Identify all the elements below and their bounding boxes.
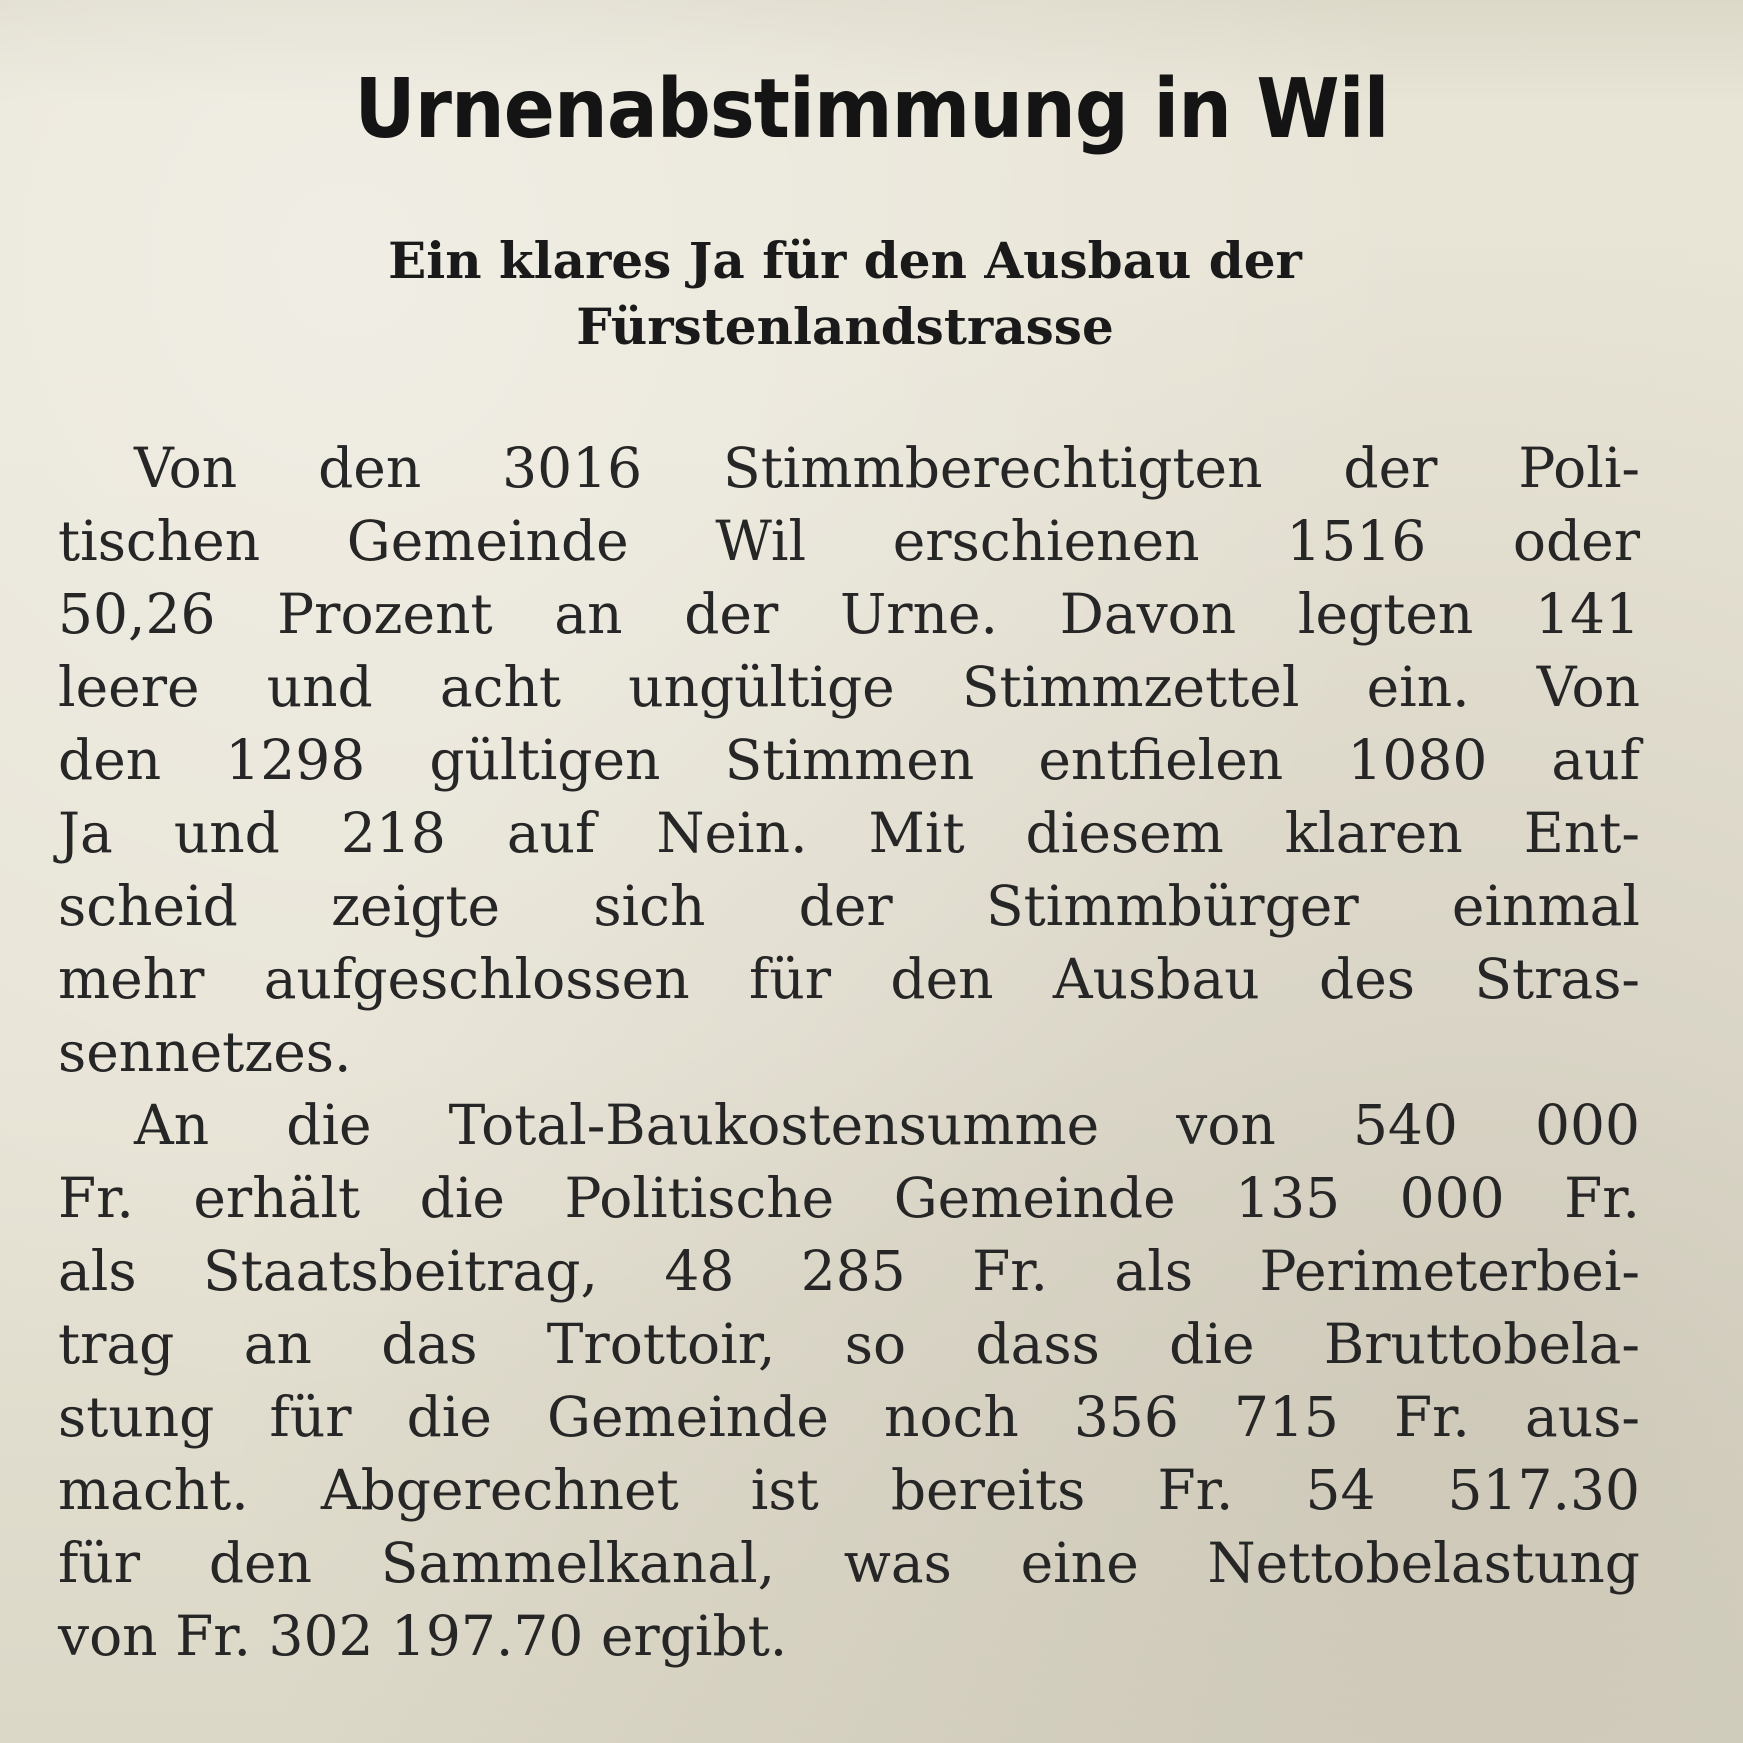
- subheadline-line: Ein klares Ja für den Ausbau der: [388, 231, 1302, 290]
- paragraph-line: für den Sammelkanal, was eine Nettobelastung: [58, 1531, 1640, 1595]
- paragraph-line: als Staatsbeitrag, 48 285 Fr. als Perimeterbei-: [58, 1239, 1640, 1303]
- paragraph-line: von Fr. 302 197.70 ergibt.: [58, 1604, 788, 1668]
- paragraph-line: 50,26 Prozent an der Urne. Davon legten 141: [58, 582, 1640, 646]
- article-subheadline: [250, 228, 1440, 360]
- paragraph-line: macht. Abgerechnet ist bereits Fr. 54 517.30: [58, 1458, 1640, 1522]
- paragraph-line: leere und acht ungültige Stimmzettel ein. Von: [58, 655, 1640, 719]
- paragraph-line: stung für die Gemeinde noch 356 715 Fr. aus-: [58, 1385, 1640, 1449]
- article-paragraph-1: [58, 432, 1640, 1089]
- paragraph-line: tischen Gemeinde Wil erschienen 1516 oder: [58, 509, 1640, 573]
- paragraph-line: sennetzes.: [58, 1020, 352, 1084]
- paragraph-line: Von den 3016 Stimmberechtigten der Poli-: [134, 436, 1640, 500]
- article-body: [58, 432, 1640, 1673]
- paragraph-line: Fr. erhält die Politische Gemeinde 135 000 Fr.: [58, 1166, 1640, 1230]
- article-paragraph-2: [58, 1089, 1640, 1673]
- paragraph-line: den 1298 gültigen Stimmen entfielen 1080 auf: [58, 728, 1640, 792]
- paragraph-line: scheid zeigte sich der Stimmbürger einmal: [58, 874, 1640, 938]
- paragraph-line: Ja und 218 auf Nein. Mit diesem klaren Ent-: [58, 801, 1640, 865]
- paragraph-line: An die Total-Baukostensumme von 540 000: [134, 1093, 1640, 1157]
- paragraph-line: mehr aufgeschlossen für den Ausbau des Stras-: [58, 947, 1640, 1011]
- paragraph-line: trag an das Trottoir, so dass die Bruttobela-: [58, 1312, 1640, 1376]
- subheadline-line: Fürstenlandstrasse: [576, 297, 1114, 356]
- article-headline: Urnenabstimmung in Wil: [354, 62, 1389, 157]
